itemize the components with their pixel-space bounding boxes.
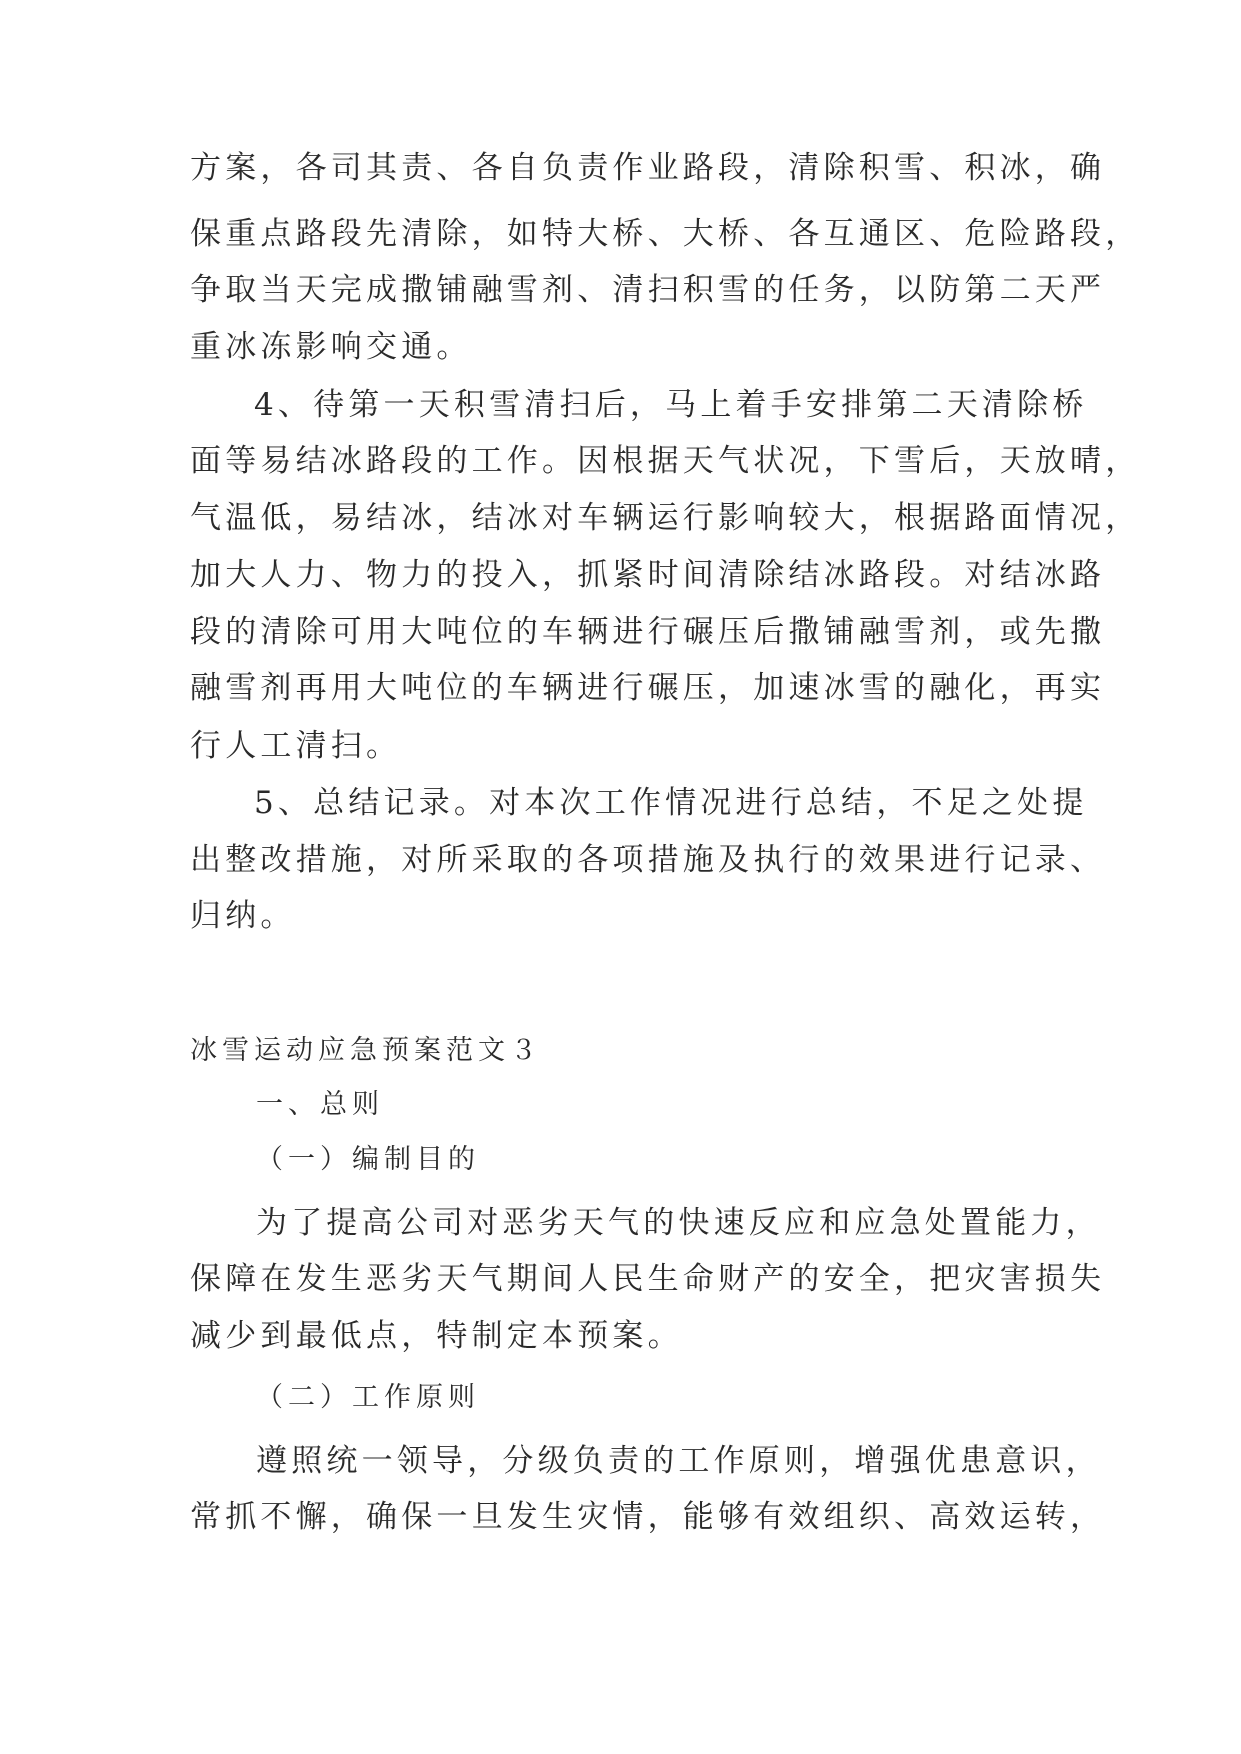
text-line-18: 为了提高公司对恶劣天气的快速反应和应急处置能力， bbox=[256, 1205, 1101, 1241]
text-line-9: 段的清除可用大吨位的车辆进行碾压后撒铺融雪剂，或先撒 bbox=[190, 614, 1106, 650]
text-line-8: 加大人力、物力的投入，抓紧时间清除结冰路段。对结冰路 bbox=[190, 557, 1106, 593]
text-line-10: 融雪剂再用大吨位的车辆进行碾压，加速冰雪的融化，再实 bbox=[190, 670, 1106, 706]
text-line-19: 保障在发生恶劣天气期间人民生命财产的安全，把灾害损失 bbox=[190, 1261, 1106, 1297]
text-line-1: 方案，各司其责、各自负责作业路段，清除积雪、积冰，确 bbox=[190, 150, 1106, 186]
heading-purpose: （一）编制目的 bbox=[256, 1144, 480, 1175]
text-line-3: 争取当天完成撒铺融雪剂、清扫积雪的任务，以防第二天严 bbox=[190, 272, 1106, 308]
text-line-22: 遵照统一领导，分级负责的工作原则，增强优患意识， bbox=[256, 1443, 1101, 1479]
heading-principles: （二）工作原则 bbox=[256, 1382, 480, 1413]
text-line-23: 常抓不懈，确保一旦发生灾情，能够有效组织、高效运转， bbox=[190, 1499, 1106, 1535]
text-line-4: 重冰冻影响交通。 bbox=[190, 329, 472, 365]
text-line-14: 归纳。 bbox=[190, 898, 296, 934]
text-line-5: 4、待第一天积雪清扫后，马上着手安排第二天清除桥 bbox=[254, 387, 1088, 423]
text-line-2: 保重点路段先清除，如特大桥、大桥、各互通区、危险路段， bbox=[190, 216, 1141, 252]
text-line-13: 出整改措施，对所采取的各项措施及执行的效果进行记录、 bbox=[190, 842, 1106, 878]
text-line-7: 气温低，易结冰，结冰对车辆运行影响较大，根据路面情况， bbox=[190, 500, 1141, 536]
text-line-11: 行人工清扫。 bbox=[190, 728, 402, 764]
text-line-12: 5、总结记录。对本次工作情况进行总结，不足之处提 bbox=[254, 785, 1088, 821]
text-line-6: 面等易结冰路段的工作。因根据天气状况，下雪后，天放晴， bbox=[190, 443, 1141, 479]
section-title: 冰雪运动应急预案范文３ bbox=[190, 1035, 542, 1066]
heading-general: 一、总则 bbox=[256, 1089, 384, 1120]
text-line-20: 减少到最低点，特制定本预案。 bbox=[190, 1318, 683, 1354]
